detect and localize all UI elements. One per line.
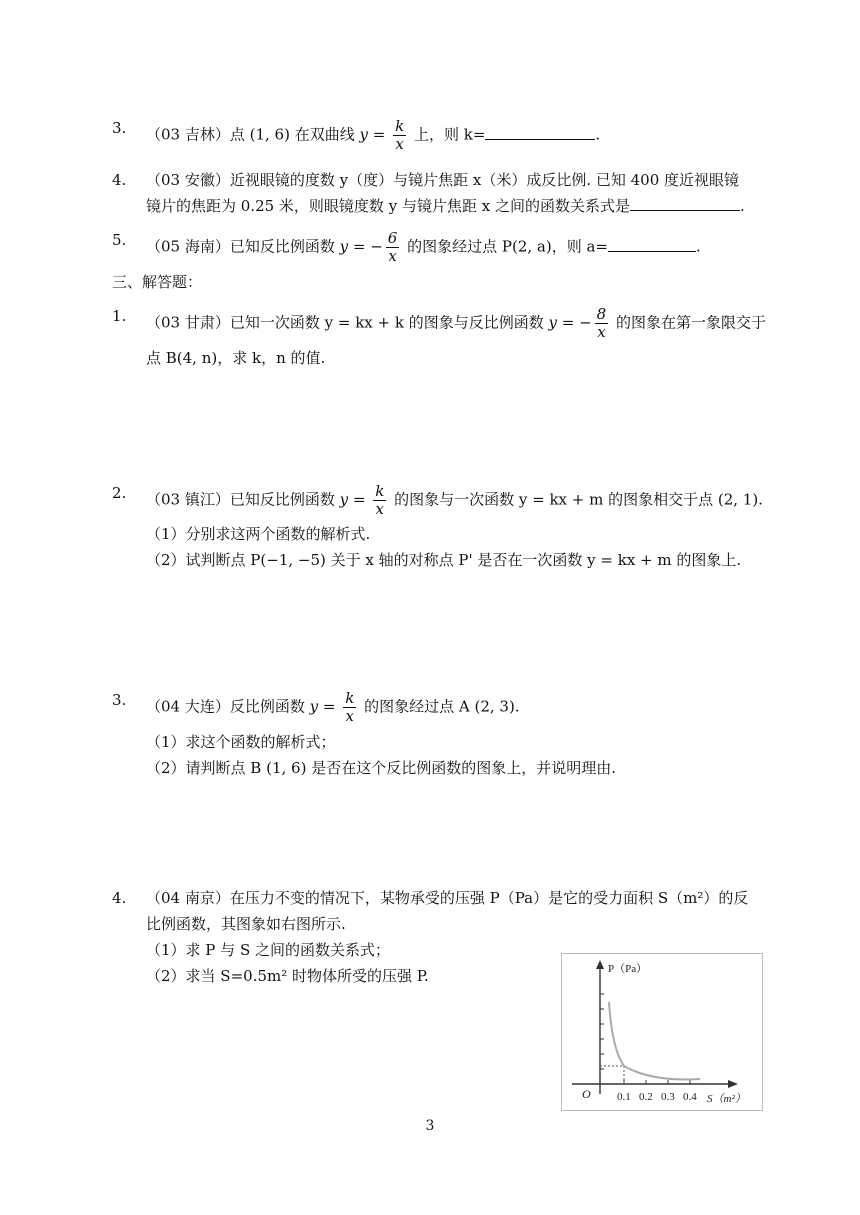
section-title: 三、解答题：	[112, 273, 203, 291]
x-tick-label: 0.2	[639, 1091, 653, 1103]
item-source: （04 大连）	[146, 697, 230, 716]
item-number: 4.	[112, 171, 127, 189]
fraction: $\frac{k}{x}$	[395, 117, 405, 153]
y-axis-arrow	[596, 960, 604, 969]
hyperbola-curve	[609, 1002, 700, 1079]
item-source: （03 镇江）	[146, 490, 230, 509]
fraction: $\frac{k}{x}$	[375, 482, 385, 518]
item-source: （05 海南）	[146, 237, 230, 256]
fraction: $\frac{6}{x}$	[387, 229, 398, 265]
fraction: $\frac{8}{x}$	[596, 305, 607, 341]
answer-blank[interactable]	[608, 237, 696, 252]
answer-blank[interactable]	[485, 125, 595, 140]
y-axis-label: P（Pa）	[608, 963, 648, 975]
item-source: （03 吉林）	[146, 125, 230, 144]
x-tick-label: 0.1	[617, 1091, 631, 1103]
x-axis-arrow	[728, 1080, 738, 1088]
item-number: 3.	[112, 119, 127, 137]
item-number: 4.	[112, 889, 127, 907]
pressure-area-graph	[561, 953, 763, 1111]
graph-svg	[562, 954, 762, 1110]
item-number: 1.	[112, 307, 127, 325]
item-number: 3.	[112, 691, 127, 709]
fraction: $\frac{k}{x}$	[345, 689, 355, 725]
page-number: 3	[425, 1118, 435, 1134]
item-source: （04 南京）	[146, 889, 230, 907]
item-source: （03 安徽）	[146, 171, 230, 189]
x-axis-label: S（m²）	[707, 1093, 746, 1105]
answer-blank[interactable]	[630, 196, 740, 211]
item-number: 2.	[112, 484, 127, 502]
origin-label: O	[582, 1087, 591, 1101]
item-number: 5.	[112, 231, 127, 249]
item-source: （03 甘肃）	[146, 313, 230, 332]
x-tick-label: 0.3	[661, 1091, 675, 1103]
x-tick-label: 0.4	[683, 1091, 697, 1103]
